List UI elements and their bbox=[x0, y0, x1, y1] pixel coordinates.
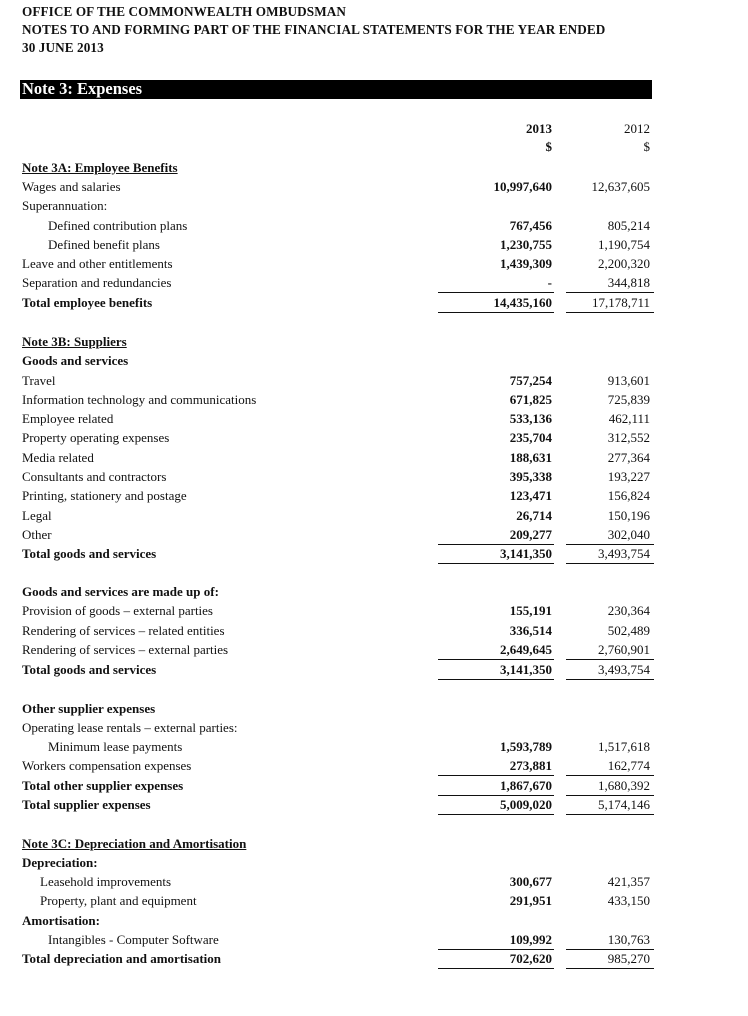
legal-2012: 150,196 bbox=[607, 508, 650, 523]
rule bbox=[438, 312, 554, 313]
total-supplier-2013: 5,009,020 bbox=[500, 797, 552, 812]
rendering-external-label: Rendering of services – external parties bbox=[22, 642, 229, 657]
rule bbox=[438, 292, 554, 293]
rule bbox=[438, 795, 554, 796]
note-3a-title: Note 3A: Employee Benefits bbox=[22, 160, 178, 175]
media-2012: 277,364 bbox=[607, 450, 650, 465]
rule bbox=[566, 312, 654, 313]
employee-related-2013: 533,136 bbox=[509, 411, 552, 426]
depreciation-heading: Depreciation: bbox=[22, 855, 98, 870]
printing-2012: 156,824 bbox=[607, 488, 650, 503]
rule bbox=[566, 795, 654, 796]
legal-label: Legal bbox=[22, 508, 52, 523]
operating-lease-label: Operating lease rentals – external parties: bbox=[22, 720, 238, 735]
travel-label: Travel bbox=[22, 373, 56, 388]
leasehold-label: Leasehold improvements bbox=[40, 874, 172, 889]
total-other-supplier-2012: 1,680,392 bbox=[598, 778, 650, 793]
rule bbox=[566, 563, 654, 564]
provision-label: Provision of goods – external parties bbox=[22, 603, 213, 618]
note-banner bbox=[20, 80, 652, 99]
rule bbox=[438, 775, 554, 776]
rule bbox=[566, 814, 654, 815]
total-depreciation-2013: 702,620 bbox=[509, 951, 552, 966]
consultants-label: Consultants and contractors bbox=[22, 469, 167, 484]
superannuation-label: Superannuation: bbox=[22, 198, 108, 213]
intangibles-2013: 109,992 bbox=[509, 932, 552, 947]
made-up-heading: Goods and services are made up of: bbox=[22, 584, 219, 599]
ppe-2012: 433,150 bbox=[607, 893, 650, 908]
ict-2013: 671,825 bbox=[509, 392, 552, 407]
rule bbox=[438, 659, 554, 660]
rule bbox=[438, 949, 554, 950]
defined-contribution-label: Defined contribution plans bbox=[48, 218, 188, 233]
leasehold-2012: 421,357 bbox=[607, 874, 650, 889]
other-supplier-heading: Other supplier expenses bbox=[22, 701, 156, 716]
total-goods-services-2-label: Total goods and services bbox=[22, 662, 157, 677]
property-label: Property operating expenses bbox=[22, 430, 170, 445]
rendering-related-2012: 502,489 bbox=[607, 623, 650, 638]
media-2013: 188,631 bbox=[509, 450, 552, 465]
total-depreciation-label: Total depreciation and amortisation bbox=[22, 951, 221, 966]
wages-label: Wages and salaries bbox=[22, 179, 121, 194]
minimum-lease-2012: 1,517,618 bbox=[598, 739, 650, 754]
consultants-2013: 395,338 bbox=[509, 469, 552, 484]
rule bbox=[438, 968, 554, 969]
other-2013: 209,277 bbox=[509, 527, 552, 542]
rule bbox=[438, 679, 554, 680]
defined-benefit-2012: 1,190,754 bbox=[598, 237, 650, 252]
travel-2013: 757,254 bbox=[509, 373, 552, 388]
workers-comp-2013: 273,881 bbox=[509, 758, 552, 773]
column-2012-unit: $ bbox=[643, 139, 650, 154]
ppe-2013: 291,951 bbox=[509, 893, 552, 908]
statement-title: NOTES TO AND FORMING PART OF THE FINANCIAL STATEMENTS FOR THE YEAR ENDED bbox=[22, 22, 606, 37]
intangibles-2012: 130,763 bbox=[607, 932, 650, 947]
rule bbox=[438, 544, 554, 545]
note-title: Note 3: Expenses bbox=[22, 79, 143, 98]
rule bbox=[566, 775, 654, 776]
rule bbox=[566, 679, 654, 680]
rendering-related-label: Rendering of services – related entities bbox=[22, 623, 225, 638]
total-goods-services-2012: 3,493,754 bbox=[598, 546, 650, 561]
other-2012: 302,040 bbox=[607, 527, 650, 542]
leave-label: Leave and other entitlements bbox=[22, 256, 173, 271]
rule bbox=[438, 814, 554, 815]
rendering-external-2013: 2,649,645 bbox=[500, 642, 552, 657]
goods-services-heading: Goods and services bbox=[22, 353, 129, 368]
intangibles-label: Intangibles - Computer Software bbox=[48, 932, 219, 947]
provision-2013: 155,191 bbox=[509, 603, 552, 618]
note-3c-title: Note 3C: Depreciation and Amortisation bbox=[22, 836, 247, 851]
workers-comp-label: Workers compensation expenses bbox=[22, 758, 192, 773]
leave-2012: 2,200,320 bbox=[598, 256, 650, 271]
defined-contribution-2012: 805,214 bbox=[607, 218, 650, 233]
column-2012: 2012 bbox=[624, 121, 650, 136]
wages-2012: 12,637,605 bbox=[591, 179, 650, 194]
total-goods-services-2-2012: 3,493,754 bbox=[598, 662, 650, 677]
travel-2012: 913,601 bbox=[607, 373, 650, 388]
provision-2012: 230,364 bbox=[607, 603, 650, 618]
wages-2013: 10,997,640 bbox=[493, 179, 552, 194]
defined-benefit-label: Defined benefit plans bbox=[48, 237, 160, 252]
media-label: Media related bbox=[22, 450, 94, 465]
property-2012: 312,552 bbox=[607, 430, 650, 445]
column-2013-unit: $ bbox=[545, 139, 552, 154]
rule bbox=[566, 949, 654, 950]
rule bbox=[566, 544, 654, 545]
defined-contribution-2013: 767,456 bbox=[509, 218, 552, 233]
total-depreciation-2012: 985,270 bbox=[607, 951, 650, 966]
total-other-supplier-2013: 1,867,670 bbox=[500, 778, 552, 793]
consultants-2012: 193,227 bbox=[607, 469, 650, 484]
defined-benefit-2013: 1,230,755 bbox=[500, 237, 552, 252]
amortisation-heading: Amortisation: bbox=[22, 913, 100, 928]
rule bbox=[566, 659, 654, 660]
separation-2012: 344,818 bbox=[607, 275, 650, 290]
employee-related-2012: 462,111 bbox=[608, 411, 650, 426]
ict-label: Information technology and communications bbox=[22, 392, 257, 407]
total-supplier-label: Total supplier expenses bbox=[22, 797, 151, 812]
rule bbox=[566, 968, 654, 969]
total-supplier-2012: 5,174,146 bbox=[598, 797, 650, 812]
leasehold-2013: 300,677 bbox=[509, 874, 552, 889]
employee-related-label: Employee related bbox=[22, 411, 114, 426]
total-employee-benefits-2012: 17,178,711 bbox=[591, 295, 650, 310]
total-other-supplier-label: Total other supplier expenses bbox=[22, 778, 184, 793]
total-goods-services-2013: 3,141,350 bbox=[500, 546, 552, 561]
total-goods-services-label: Total goods and services bbox=[22, 546, 157, 561]
printing-2013: 123,471 bbox=[509, 488, 552, 503]
legal-2013: 26,714 bbox=[516, 508, 552, 523]
column-2013: 2013 bbox=[526, 121, 552, 136]
separation-label: Separation and redundancies bbox=[22, 275, 172, 290]
organisation-title: OFFICE OF THE COMMONWEALTH OMBUDSMAN bbox=[22, 4, 347, 19]
note-3b-title: Note 3B: Suppliers bbox=[22, 334, 127, 349]
ict-2012: 725,839 bbox=[607, 392, 650, 407]
separation-2013: - bbox=[547, 275, 552, 290]
property-2013: 235,704 bbox=[509, 430, 552, 445]
ppe-label: Property, plant and equipment bbox=[40, 893, 197, 908]
rule bbox=[438, 563, 554, 564]
total-employee-benefits-2013: 14,435,160 bbox=[493, 295, 552, 310]
total-employee-benefits-label: Total employee benefits bbox=[22, 295, 153, 310]
workers-comp-2012: 162,774 bbox=[607, 758, 650, 773]
rendering-related-2013: 336,514 bbox=[509, 623, 552, 638]
leave-2013: 1,439,309 bbox=[500, 256, 552, 271]
rendering-external-2012: 2,760,901 bbox=[598, 642, 650, 657]
total-goods-services-2-2013: 3,141,350 bbox=[500, 662, 552, 677]
other-label: Other bbox=[22, 527, 52, 542]
minimum-lease-2013: 1,593,789 bbox=[500, 739, 552, 754]
printing-label: Printing, stationery and postage bbox=[22, 488, 187, 503]
minimum-lease-label: Minimum lease payments bbox=[48, 739, 183, 754]
rule bbox=[566, 292, 654, 293]
statement-date: 30 JUNE 2013 bbox=[22, 40, 104, 55]
